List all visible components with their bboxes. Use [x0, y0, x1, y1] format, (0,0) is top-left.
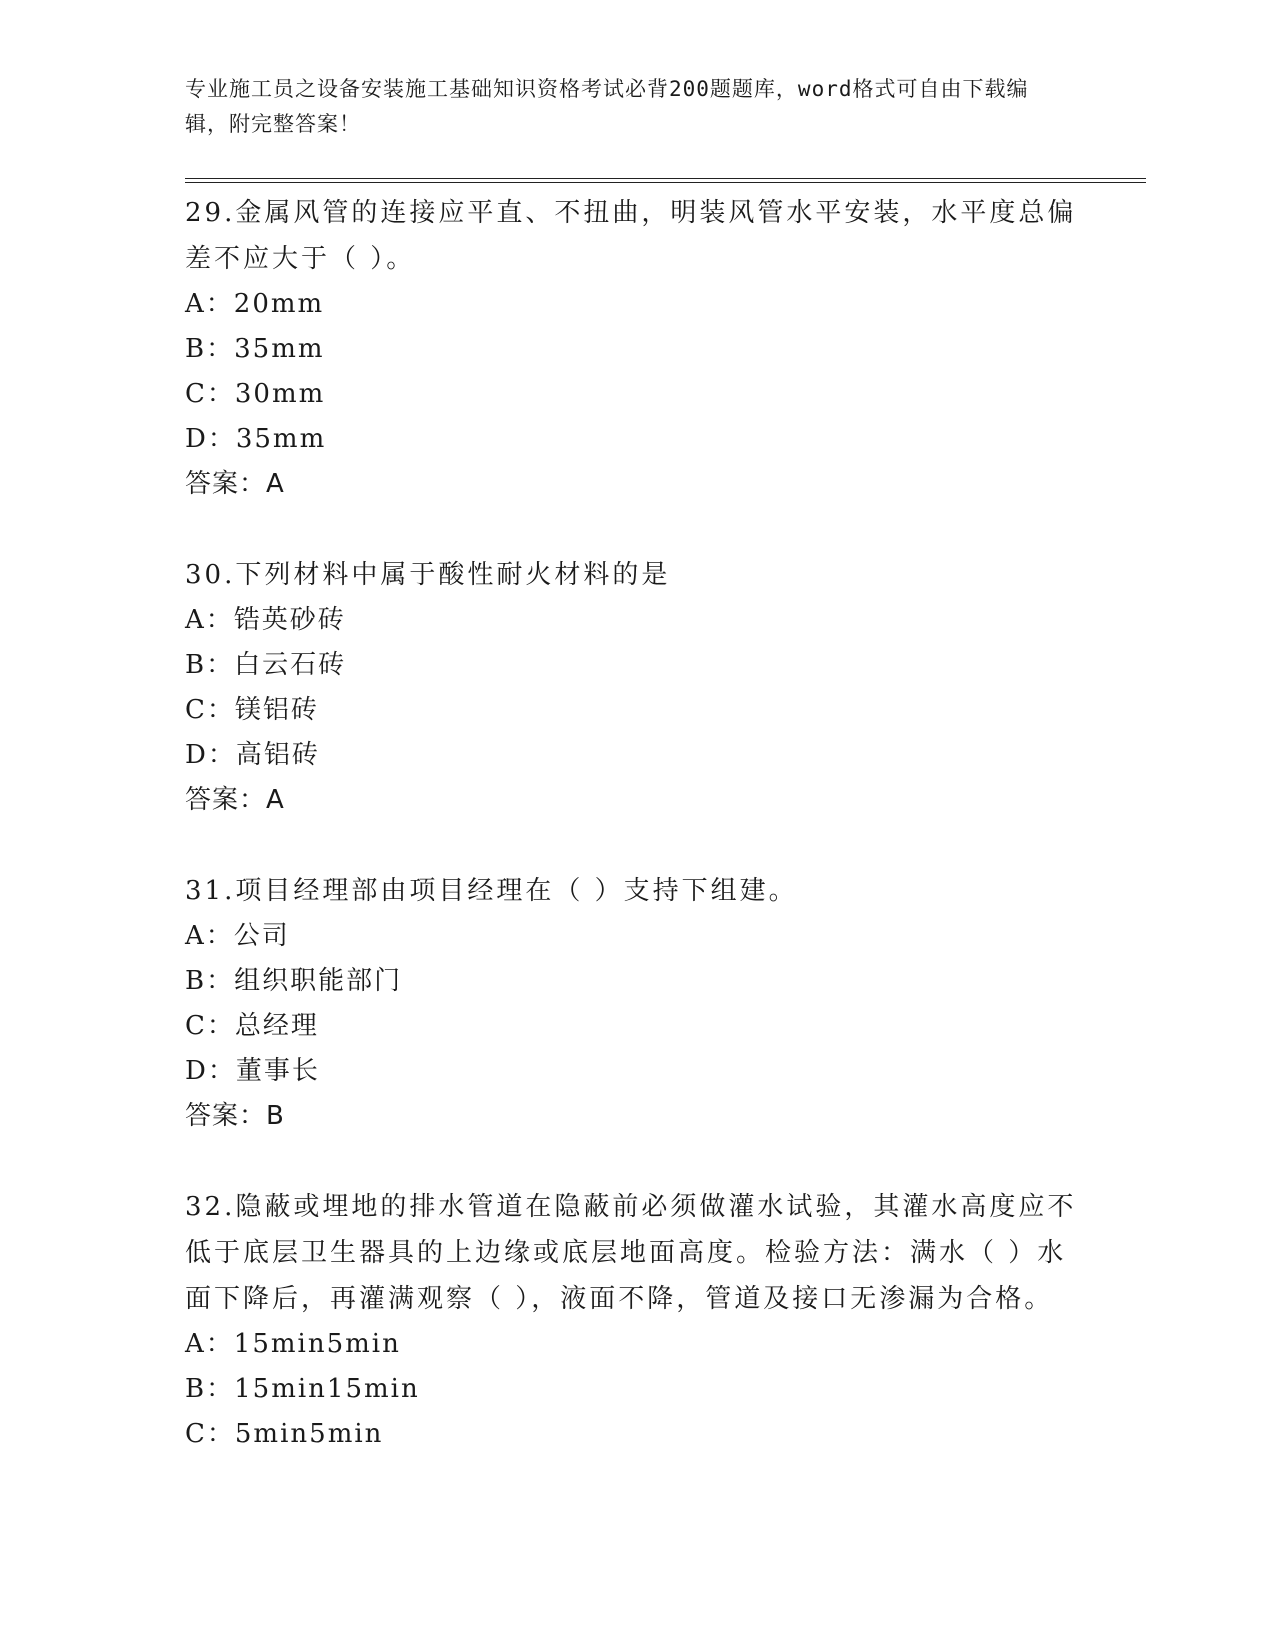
option-b: B：白云石砖 [185, 650, 347, 680]
question-stem: 30.下列材料中属于酸性耐火材料的是 [185, 560, 671, 590]
option-a: A：锆英砂砖 [185, 605, 346, 635]
header-divider-bottom [185, 182, 1146, 183]
answer-line: 答案：A [185, 469, 285, 499]
answer-line: 答案：A [185, 785, 285, 815]
answer-line: 答案：B [185, 1101, 285, 1131]
question-stem: 32.隐蔽或埋地的排水管道在隐蔽前必须做灌水试验，其灌水高度应不低于底层卫生器具的上边缘或底层地面高度。检验方法：满水（ ）水面下降后，再灌满观察（ ），液面不降，管道及接口无渗漏为合格。 [185, 1192, 1077, 1314]
question-32 [185, 1184, 1085, 1457]
question-list [185, 190, 1085, 1503]
question-stem: 31.项目经理部由项目经理在（ ）支持下组建。 [185, 876, 798, 906]
option-b: B：15min15min [185, 1374, 420, 1404]
option-c: C：5min5min [185, 1419, 384, 1449]
option-a: A：15min5min [185, 1329, 401, 1359]
question-30 [185, 552, 1085, 822]
header-divider-top [185, 178, 1146, 179]
question-stem: 29.金属风管的连接应平直、不扭曲，明装风管水平安装，水平度总偏差不应大于（ ）。 [185, 198, 1077, 274]
option-a: A：公司 [185, 921, 290, 951]
option-c: C：30mm [185, 379, 326, 409]
option-d: D：董事长 [185, 1056, 320, 1086]
option-a: A：20mm [185, 289, 325, 319]
option-c: C：镁铝砖 [185, 695, 319, 725]
option-b: B：35mm [185, 334, 325, 364]
option-c: C：总经理 [185, 1011, 319, 1041]
option-d: D：高铝砖 [185, 740, 320, 770]
option-d: D：35mm [185, 424, 327, 454]
option-b: B：组织职能部门 [185, 966, 403, 996]
question-29 [185, 190, 1085, 506]
document-header: 专业施工员之设备安装施工基础知识资格考试必背200题题库，word格式可自由下载编辑，附完整答案！ [185, 77, 1029, 136]
question-31 [185, 868, 1085, 1138]
